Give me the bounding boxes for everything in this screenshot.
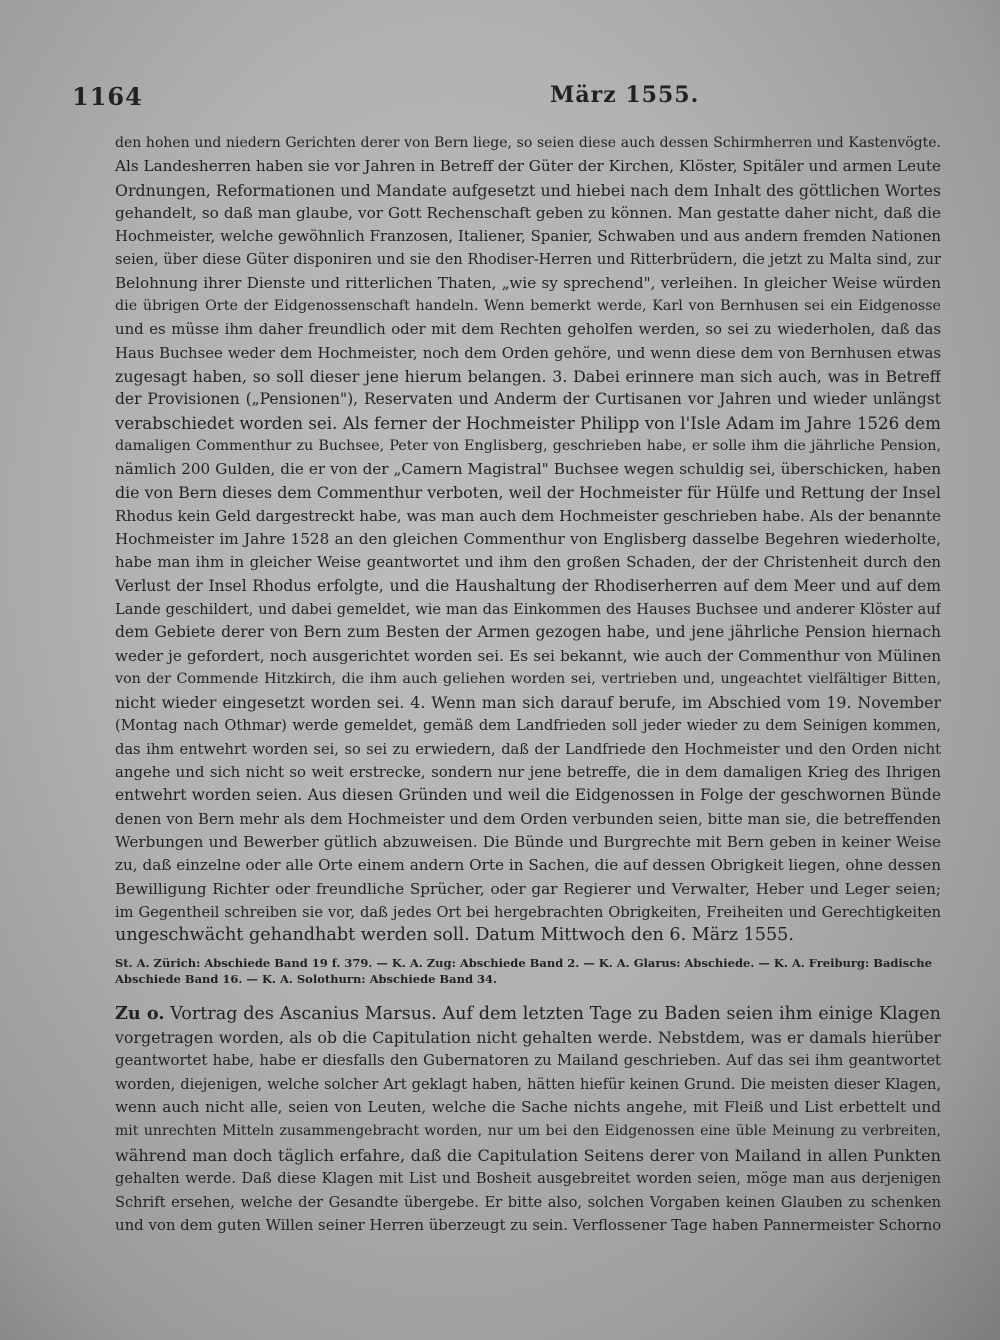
text-line: nämlich 200 Gulden, die er von der „Camern Magistral" Buchsee wegen schuldig sei, überschicken, haben xyxy=(115,460,941,479)
text-line: zu, daß einzelne oder alle Orte einem andern Orte in Sachen, die auf dessen Obrigkeit liegen, ohne dessen xyxy=(115,856,941,875)
text-line: entwehrt worden seien. Aus diesen Gründen und weil die Eidgenossen in Folge der geschwornen Bünde xyxy=(115,786,941,805)
page-header xyxy=(72,82,932,122)
text-line: (Montag nach Othmar) werde gemeldet, gemäß dem Landfrieden soll jeder wieder zu dem Seinigen kommen, xyxy=(115,717,941,735)
text-line: den hohen und niedern Gerichten derer von Bern liege, so seien diese auch dessen Schirmherren und Kastenvögte. xyxy=(115,135,941,151)
text-line: von der Commende Hitzkirch, die ihm auch geliehen worden sei, vertrieben und, ungeachtet vielfältiger Bitten, xyxy=(115,670,941,687)
text-line: während man doch täglich erfahre, daß die Capitulation Seitens derer von Mailand in allen Punkten xyxy=(115,1145,941,1165)
text-line: seien, über diese Güter disponiren und sie den Rhodiser-Herren und Ritterbrüdern, die jetzt zu Malta sind, zur xyxy=(115,251,941,269)
text-line: Belohnung ihrer Dienste und ritterlichen Thaten, „wie sy sprechend", verleihen. In gleicher Weise würden xyxy=(115,273,941,292)
text-line: geantwortet habe, habe er diesfalls den Gubernatoren zu Mailand geschrieben. Auf das sei ihm geantwortet xyxy=(115,1051,941,1070)
text-line: Bewilligung Richter oder freundliche Sprücher, oder gar Regierer und Verwalter, Heber und Leger seien; xyxy=(115,879,941,898)
text-line: mit unrechten Mitteln zusammengebracht worden, nur um bei den Eidgenossen eine üble Meinung zu verbreiten, xyxy=(115,1122,941,1139)
text-line: Hochmeister im Jahre 1528 an den gleichen Commenthur von Englisberg dasselbe Begehren wiederholte, xyxy=(115,530,941,549)
section-zu-o xyxy=(115,1002,941,1238)
text-line: weder je gefordert, noch ausgerichtet worden sei. Es sei bekannt, wie auch der Commenthur von Mülinen xyxy=(115,646,941,665)
footnote-line: St. A. Zürich: Abschiede Band 19 f. 379. — K. A. Zug: Abschiede Band 2. — K. A. Glarus: Abschiede. — K. A. Freiburg: Badische xyxy=(115,956,932,970)
text-line: Schrift ersehen, welche der Gesandte übergebe. Er bitte also, solchen Vorgaben keinen Glauben zu schenken xyxy=(115,1193,941,1211)
main-paragraph xyxy=(115,132,941,947)
text-line: Werbungen und Bewerber gütlich abzuweisen. Die Bünde und Burgrechte mit Bern geben in keiner Weise xyxy=(115,832,941,851)
text-line: im Gegentheil schreiben sie vor, daß jedes Ort bei hergebrachten Obrigkeiten, Freiheiten und Gerechtigkeiten xyxy=(115,903,941,921)
text-line: Verlust der Insel Rhodus erfolgte, und die Haushaltung der Rhodiserherren auf dem Meer und auf dem xyxy=(115,576,941,595)
text-line: Ordnungen, Reformationen und Mandate aufgesetzt und hiebei nach dem Inhalt des göttlichen Wortes xyxy=(115,180,941,200)
section-first-text: Vortrag des Ascanius Marsus. Auf dem letzten Tage zu Baden seien ihm einige Klagen xyxy=(170,1004,941,1024)
text-line: Haus Buchsee weder dem Hochmeister, noch dem Orden gehöre, und wenn diese dem von Bernhusen etwas xyxy=(115,343,941,362)
text-line: angehe und sich nicht so weit erstrecke, sondern nur jene betreffe, die in dem damaligen Krieg des Ihrigen xyxy=(115,763,941,782)
text-line: das ihm entwehrt worden sei, so sei zu erwiedern, daß der Landfriede den Hochmeister und den Orden nicht xyxy=(115,740,941,758)
text-line: Rhodus kein Geld dargestreckt habe, was man auch dem Hochmeister geschrieben habe. Als der benannte xyxy=(115,506,941,525)
text-line: vorgetragen worden, als ob die Capitulation nicht gehalten werde. Nebstdem, was er damals hierüber xyxy=(115,1027,941,1047)
running-title: März 1555. xyxy=(550,82,700,108)
text-line: Als Landesherren haben sie vor Jahren in Betreff der Güter der Kirchen, Klöster, Spitäler und armen Leute xyxy=(115,157,941,176)
footnote-line: Abschiede Band 16. — K. A. Solothurn: Abschiede Band 34. xyxy=(115,972,498,986)
text-line: nicht wieder eingesetzt worden sei. 4. Wenn man sich darauf berufe, im Abschied vom 19. November xyxy=(115,693,941,713)
text-line: Hochmeister, welche gewöhnlich Franzosen, Italiener, Spanier, Schwaben und aus andern fremden Nationen xyxy=(115,227,941,246)
text-line: der Provisionen („Pensionen"), Reservaten und Anderm der Curtisanen vor Jahren und wieder unlängst xyxy=(115,390,941,409)
section-mark: Zu o. xyxy=(115,1003,165,1024)
text-line: denen von Bern mehr als dem Hochmeister und dem Orden verbunden seien, bitte man sie, die betreffenden xyxy=(115,809,941,828)
text-line: und von dem guten Willen seiner Herren überzeugt zu sein. Verflossener Tage haben Pannermeister Schorno xyxy=(115,1216,941,1235)
text-line: worden, diejenigen, welche solcher Art geklagt haben, hätten hiefür keinen Grund. Die meisten dieser Klagen, xyxy=(115,1075,941,1093)
section-first-line xyxy=(115,1002,941,1026)
page-number: 1164 xyxy=(72,82,143,111)
text-line: Lande geschildert, und dabei gemeldet, wie man das Einkommen des Hauses Buchsee und anderer Klöster auf xyxy=(115,600,941,618)
text-line: gehandelt, so daß man glaube, vor Gott Rechenschaft geben zu können. Man gestatte daher nicht, daß die xyxy=(115,203,941,222)
text-line: die von Bern dieses dem Commenthur verboten, weil der Hochmeister für Hülfe und Rettung der Insel xyxy=(115,483,941,503)
text-line: ungeschwächt gehandhabt werden soll. Datum Mittwoch den 6. März 1555. xyxy=(115,925,794,946)
source-footnote xyxy=(115,955,941,987)
text-line: verabschiedet worden sei. Als ferner der Hochmeister Philipp von l'Isle Adam im Jahre 1526 dem xyxy=(115,412,941,433)
text-line: damaligen Commenthur zu Buchsee, Peter von Englisberg, geschrieben habe, er solle ihm die jährliche Pension, xyxy=(115,437,941,454)
text-line: habe man ihm in gleicher Weise geantwortet und ihm den großen Schaden, der der Christenheit durch den xyxy=(115,553,941,572)
text-line: die übrigen Orte der Eidgenossenschaft handeln. Wenn bemerkt werde, Karl von Bernhusen sei ein Eidgenosse xyxy=(115,298,941,315)
text-line: und es müsse ihm daher freundlich oder mit dem Rechten geholfen werden, so sei zu wiederholen, daß das xyxy=(115,320,941,339)
text-line: dem Gebiete derer von Bern zum Besten der Armen gezogen habe, und jene jährliche Pension hiernach xyxy=(115,623,941,642)
text-line: gehalten werde. Daß diese Klagen mit List und Bosheit ausgebreitet worden seien, möge man aus derjenigen xyxy=(115,1170,941,1188)
text-line: wenn auch nicht alle, seien von Leuten, welche die Sache nichts angehe, mit Fleiß und List erbettelt und xyxy=(115,1098,941,1117)
text-line: zugesagt haben, so soll dieser jene hierum belangen. 3. Dabei erinnere man sich auch, was in Betreff xyxy=(115,366,941,386)
